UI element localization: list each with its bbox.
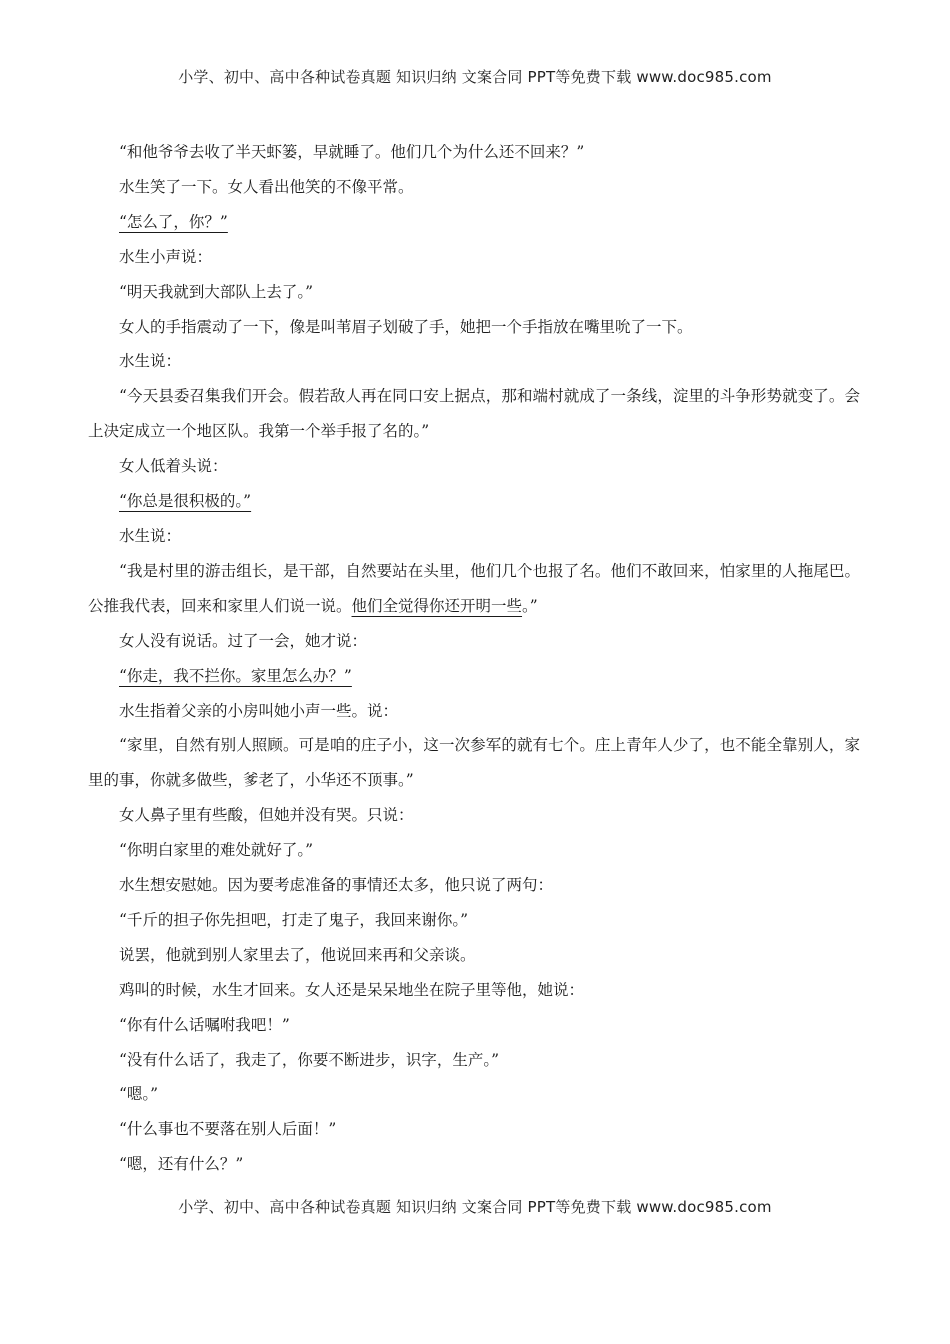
paragraph-text: 。” [522, 596, 538, 615]
paragraph: 女人低着头说： [119, 457, 228, 476]
paragraph: “嗯。” [119, 1085, 159, 1104]
paragraph: 女人的手指震动了一下，像是叫苇眉子划破了手，她把一个手指放在嘴里吮了一下。 [119, 317, 693, 336]
paragraph: 水生指着父亲的小房叫她小声一些。说： [119, 701, 399, 720]
paragraph: “千斤的担子你先担吧，打走了鬼子，我回来谢你。” [119, 910, 469, 929]
header-banner: 小学、初中、高中各种试卷真题 知识归纳 文案合同 PPT等免费下载 www.doc985.com [178, 68, 772, 86]
paragraph: 水生笑了一下。女人看出他笑的不像平常。 [119, 177, 414, 196]
paragraph: “你明白家里的难处就好了。” [119, 841, 314, 860]
paragraph: 水生小声说： [119, 247, 213, 266]
paragraph: “没有什么话了，我走了，你要不断进步，识字，生产。” [119, 1050, 500, 1069]
paragraph: 水生说： [119, 352, 182, 371]
paragraph [88, 205, 860, 240]
paragraph [88, 659, 860, 694]
paragraph [88, 484, 860, 519]
paragraph: “明天我就到大部队上去了。” [119, 282, 314, 301]
paragraph: 女人没有说话。过了一会，她才说： [119, 631, 368, 650]
paragraph: “什么事也不要落在别人后面！” [119, 1120, 337, 1139]
paragraph: 女人鼻子里有些酸，但她并没有哭。只说： [119, 806, 414, 825]
paragraph: 说罢，他就到别人家里去了，他说回来再和父亲谈。 [119, 945, 476, 964]
underlined-quote: “你走，我不拦你。家里怎么办？” [119, 666, 352, 685]
underlined-quote: “你总是很积极的。” [119, 492, 252, 511]
paragraph: “嗯，还有什么？” [119, 1155, 244, 1174]
story-text [88, 135, 860, 1182]
paragraph-text: “我是村里的游击组长，是干部，自然要站在头里，他们几个也报了名。他们不敢回来，怕家里的人拖尾巴。公推我代表，回来和家里人们说一说。 [88, 561, 860, 615]
footer-banner: 小学、初中、高中各种试卷真题 知识归纳 文案合同 PPT等免费下载 www.doc985.com [178, 1198, 772, 1216]
paragraph: 鸡叫的时候，水生才回来。女人还是呆呆地坐在院子里等他，她说： [119, 980, 585, 999]
paragraph: “你有什么话嘱咐我吧！” [119, 1015, 290, 1034]
paragraph [88, 554, 860, 624]
paragraph: 水生说： [119, 526, 182, 545]
paragraph: “和他爷爷去收了半天虾篓，早就睡了。他们几个为什么还不回来？” [119, 143, 585, 161]
underlined-quote: “怎么了，你？” [119, 212, 228, 231]
paragraph: 水生想安慰她。因为要考虑准备的事情还太多，他只说了两句： [119, 876, 554, 895]
paragraph: “今天县委召集我们开会。假若敌人再在同口安上据点，那和端村就成了一条线，淀里的斗争形势就变了。会上决定成立一个地区队。我第一个举手报了名的。” [88, 387, 860, 441]
paragraph: “家里，自然有别人照顾。可是咱的庄子小，这一次参军的就有七个。庄上青年人少了，也不能全靠别人，家里的事，你就多做些，爹老了，小华还不顶事。” [88, 736, 860, 790]
underlined-phrase: 他们全觉得你还开明一些 [351, 596, 523, 615]
